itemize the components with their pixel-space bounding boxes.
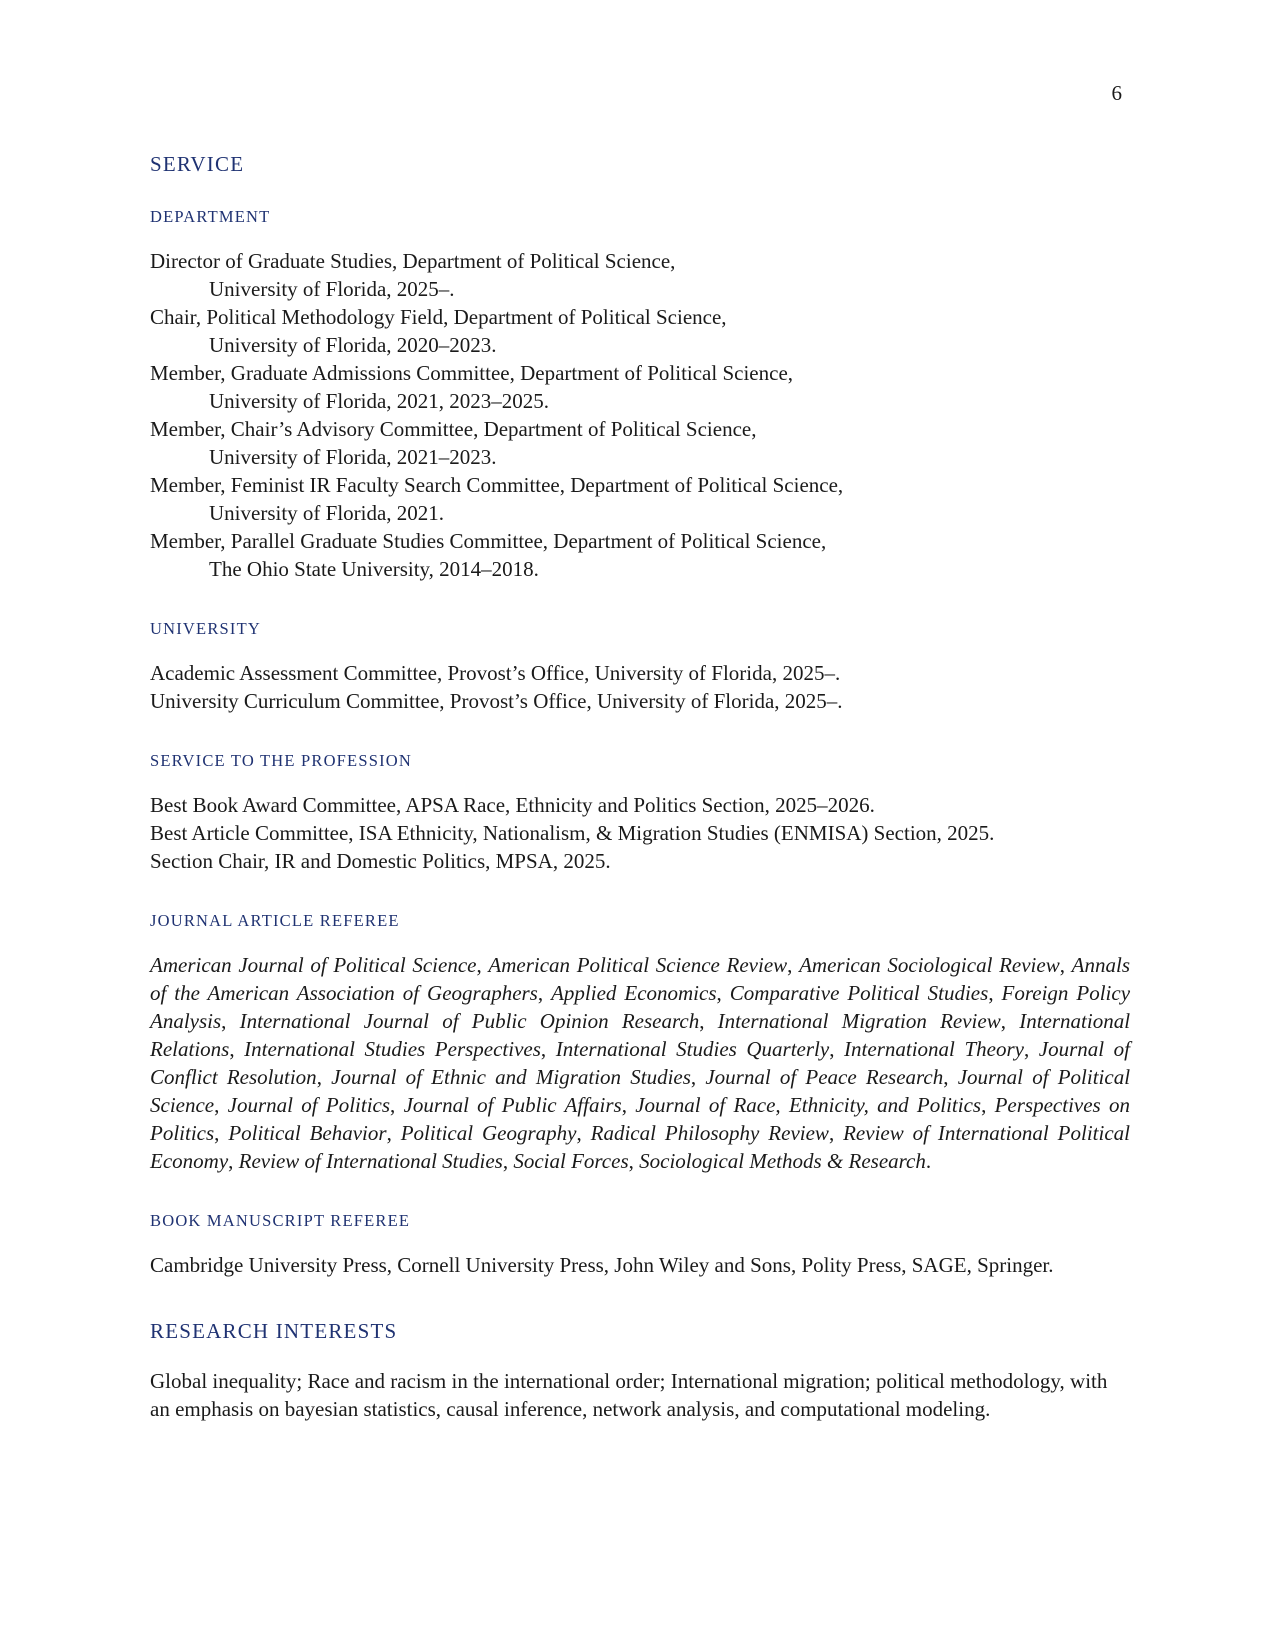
journal-name: Foreign Policy Analysis bbox=[150, 981, 1131, 1033]
research-interests-text: Global inequality; Race and racism in the international order; International migration; political methodology, with an emphasis on bayesian statistics, causal inference, network analysis, and computational modeling. bbox=[150, 1369, 1108, 1421]
profession-entry: Best Book Award Committee, APSA Race, Ethnicity and Politics Section, 2025–2026. bbox=[150, 793, 875, 817]
entry-line-1: Member, Feminist IR Faculty Search Committee, Department of Political Science, bbox=[150, 473, 844, 497]
university-entry: University Curriculum Committee, Provost’s Office, University of Florida, 2025–. bbox=[150, 689, 843, 713]
journal-name: Political Geography bbox=[400, 1121, 577, 1145]
subsection-title-book-referee: BOOK MANUSCRIPT REFEREE bbox=[150, 1211, 411, 1230]
journal-name: American Journal of Political Science bbox=[150, 953, 477, 977]
page-number: 6 bbox=[1111, 81, 1122, 105]
section-title-service: SERVICE bbox=[150, 152, 245, 176]
university-list bbox=[150, 659, 1130, 715]
entry-line-1: Member, Chair’s Advisory Committee, Department of Political Science, bbox=[150, 417, 757, 441]
department-entry bbox=[150, 471, 1130, 527]
profession-list bbox=[150, 791, 1130, 875]
journal-name: Journal of Peace Research bbox=[705, 1065, 944, 1089]
subsection-title-department: DEPARTMENT bbox=[150, 207, 271, 226]
journal-name: Journal of Public Affairs bbox=[403, 1093, 622, 1117]
entry-line-2: The Ohio State University, 2014–2018. bbox=[209, 557, 539, 581]
journal-name: Annals of the American Association of Geographers bbox=[150, 953, 1131, 1005]
journal-name: American Sociological Review bbox=[799, 953, 1060, 977]
entry-line-1: Member, Graduate Admissions Committee, Department of Political Science, bbox=[150, 361, 794, 385]
journal-name: International Studies Quarterly bbox=[555, 1037, 830, 1061]
journal-name: International Theory bbox=[844, 1037, 1024, 1061]
entry-line-2: University of Florida, 2021. bbox=[209, 501, 445, 525]
department-entry bbox=[150, 247, 1130, 303]
department-entry bbox=[150, 527, 1130, 583]
journal-name: International Journal of Public Opinion Research bbox=[239, 1009, 700, 1033]
subsection-title-journal-referee: JOURNAL ARTICLE REFEREE bbox=[150, 911, 400, 930]
department-entry bbox=[150, 303, 1130, 359]
journal-name: International Relations bbox=[150, 1009, 1131, 1061]
journal-name: International Migration Review bbox=[717, 1009, 1001, 1033]
profession-entry: Best Article Committee, ISA Ethnicity, Nationalism, & Migration Studies (ENMISA) Section, 2025. bbox=[150, 821, 995, 845]
university-entry: Academic Assessment Committee, Provost’s Office, University of Florida, 2025–. bbox=[150, 661, 841, 685]
journal-name: Journal of Politics bbox=[227, 1093, 391, 1117]
journal-name: Journal of Political Science bbox=[150, 1065, 1131, 1117]
entry-line-1: Chair, Political Methodology Field, Department of Political Science, bbox=[150, 305, 727, 329]
entry-line-2: University of Florida, 2025–. bbox=[209, 277, 455, 301]
entry-line-2: University of Florida, 2020–2023. bbox=[209, 333, 497, 357]
department-list bbox=[150, 247, 1130, 583]
section-title-research-interests: RESEARCH INTERESTS bbox=[150, 1319, 398, 1343]
journal-name: Journal of Conflict Resolution bbox=[150, 1037, 1131, 1089]
journal-name: Comparative Political Studies bbox=[729, 981, 989, 1005]
journal-name: Social Forces bbox=[513, 1149, 629, 1173]
entry-line-2: University of Florida, 2021–2023. bbox=[209, 445, 497, 469]
department-entry bbox=[150, 415, 1130, 471]
journal-name: Journal of Race, Ethnicity, and Politics bbox=[635, 1093, 982, 1117]
journal-list: American Journal of Political Science, American Political Science Review, American Sociological Review, Annals of the American Association of Geographers, Applied Economics, Comparative Political Studies, Foreign Policy Analysis, International Journal of Public Opinion Research, International Migration Review, International Relations, International Studies Perspectives, International Studies Quarterly, International Theory, Journal of Conflict Resolution, Journal of Ethnic and Migration Studies, Journal of Peace Research, Journal of Political Science, Journal of Politics, Journal of Public Affairs, Journal of Race, Ethnicity, and Politics, Perspectives on Politics, Political Behavior, Political Geography, Radical Philosophy Review, Review of International Political Economy, Review of International Studies, Social Forces, Sociological Methods & Research. bbox=[150, 953, 1131, 1173]
book-referee-text: Cambridge University Press, Cornell University Press, John Wiley and Sons, Polity Press, SAGE, Springer. bbox=[150, 1253, 1054, 1277]
entry-line-2: University of Florida, 2021, 2023–2025. bbox=[209, 389, 550, 413]
department-entry bbox=[150, 359, 1130, 415]
journal-name: Sociological Methods & Research bbox=[639, 1149, 926, 1173]
subsection-title-profession: SERVICE TO THE PROFESSION bbox=[150, 751, 413, 770]
journal-name: American Political Science Review bbox=[488, 953, 788, 977]
profession-entry: Section Chair, IR and Domestic Politics, MPSA, 2025. bbox=[150, 849, 611, 873]
cv-content bbox=[150, 150, 1130, 1423]
entry-line-1: Director of Graduate Studies, Department of Political Science, bbox=[150, 249, 676, 273]
journal-name: Journal of Ethnic and Migration Studies bbox=[331, 1065, 691, 1089]
journal-name: Perspectives on Politics bbox=[150, 1093, 1131, 1145]
journal-name: Radical Philosophy Review bbox=[590, 1121, 829, 1145]
journal-name: International Studies Perspectives bbox=[244, 1037, 541, 1061]
entry-line-1: Member, Parallel Graduate Studies Committee, Department of Political Science, bbox=[150, 529, 827, 553]
journal-name: Review of International Studies bbox=[238, 1149, 503, 1173]
subsection-title-university: UNIVERSITY bbox=[150, 619, 261, 638]
journal-name: Review of International Political Economy bbox=[150, 1121, 1130, 1173]
journal-name: Applied Economics bbox=[551, 981, 717, 1005]
journal-name: Political Behavior bbox=[228, 1121, 387, 1145]
